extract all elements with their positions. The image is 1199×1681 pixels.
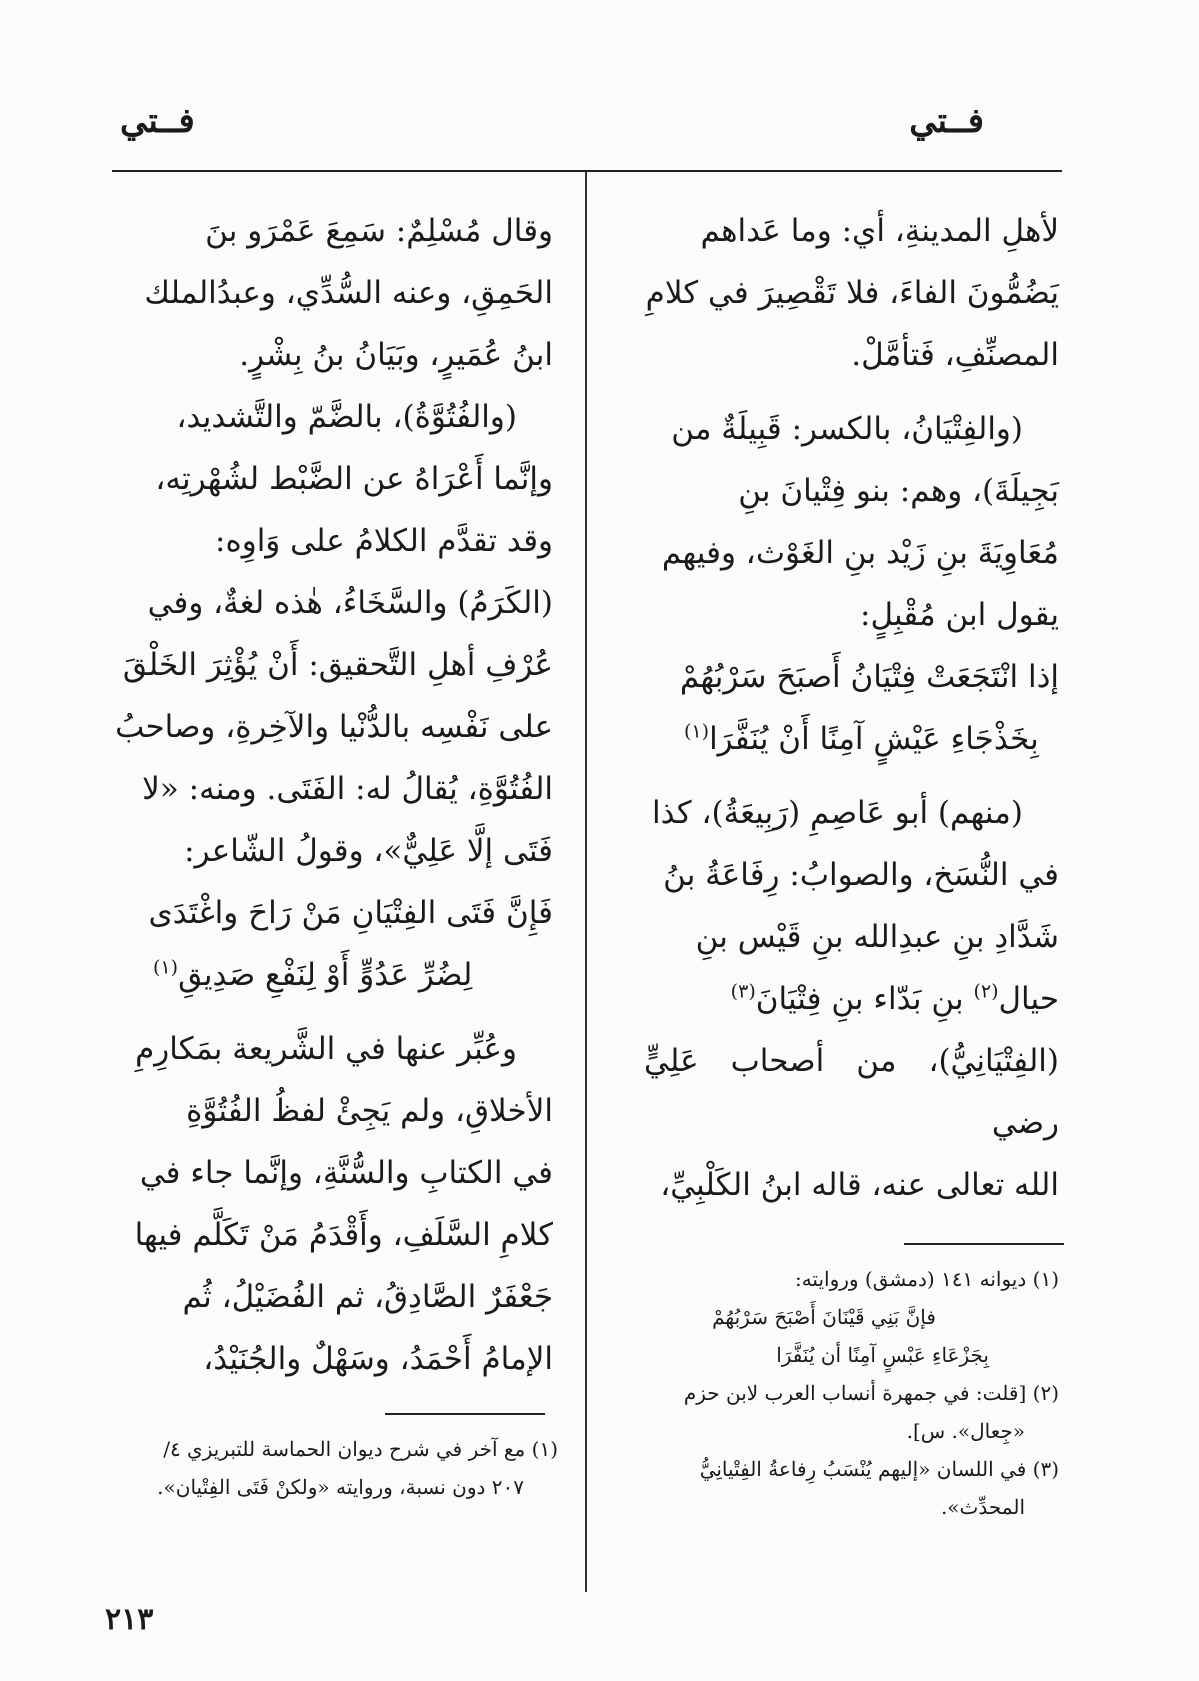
footnote-continuation: ٢٠٧ دون نسبة، وروايته «ولكنْ فَتَى الفِتْيان». [157, 1475, 524, 1499]
footnote-ref: (٢) [973, 980, 999, 1003]
footnote-ref: (٣) [730, 980, 756, 1003]
text-line: يقول ابن مُقْبِلٍ: [860, 597, 1059, 633]
text-line: عُرْفِ أهلِ التَّحقيق: أَنْ يُؤْثِرَ الخَلْقَ [122, 647, 553, 683]
text-line: (والفُتُوَّةُ)، بالضَّمّ والتَّشديد، [176, 399, 517, 435]
footnote-verse: بِجَزْعَاءِ عَبْسٍ آمِنًا أن يُنَفَّرَا [776, 1343, 989, 1367]
text-line: جَعْفَرٌ الصَّادِقُ، ثم الفُضَيْلُ، ثُم [182, 1279, 553, 1315]
text-line: وقال مُسْلِمٌ: سَمِعَ عَمْرَو بنَ [205, 213, 553, 249]
text-line: كلامِ السَّلَفِ، وأَقْدَمُ مَنْ تَكَلَّم فيها [134, 1217, 553, 1253]
text-line [644, 968, 1059, 1030]
footnote: (٣) في اللسان «إليهم يُنْسَبُ رِفاعةُ الفِتْيانِيُّ [699, 1457, 1059, 1481]
header-divider [112, 170, 1062, 172]
verse-hemistich-1: إذا انْتَجَعَتْ فِتْيَانُ أَصبَحَ سَرْبُهُمْ [679, 659, 1059, 695]
text-line: يَضُمُّونَ الفاءَ، فلا تَقْصِيرَ في كلامِ [645, 275, 1059, 311]
text-line: الحَمِقِ، وعنه السُّدِّي، وعبدُالملك [144, 275, 553, 311]
text-line: (الكَرَمُ) والسَّخَاءُ، هٰذه لغةٌ، وفي [147, 585, 553, 621]
verse-text: بِخَذْجَاءِ عَيْشٍ آمِنًا أَنْ يُنَفَّرَا [709, 721, 1039, 757]
footnotes-right [629, 1260, 1059, 1526]
footnote-continuation: المحدِّث». [940, 1495, 1025, 1519]
verse-text: لِضُرِّ عَدُوٍّ أَوْ لِنَفْعِ صَدِيقِ [178, 957, 473, 993]
text-line: الفُتُوَّةِ، يُقالُ له: الفَتَى. ومنه: «لا [142, 771, 553, 807]
verse-hemistich-1: فَإِنَّ فَتَى الفِتْيَانِ مَنْ رَاحَ واغْتَدَى [148, 895, 553, 931]
verse-hemistich-2 [644, 708, 1059, 770]
text-line: (الفِتْيَانِيُّ)، من أصحاب عَلِيٍّ رضي [644, 1043, 1059, 1141]
footnote-rule-right [904, 1243, 1064, 1245]
text-line: الأخلاقِ، ولم يَجِئْ لفظُ الفُتُوَّةِ [186, 1093, 553, 1129]
text-line: مُعَاوِيَةَ بنِ زَيْد بنِ الغَوْث، وفيهم [661, 535, 1059, 571]
footnote-ref: (١) [153, 956, 179, 979]
footnote: (١) ديوانه ١٤١ (دمشق) وروايته: [794, 1267, 1059, 1291]
text-line: في النُّسَخ، والصوابُ: رِفَاعَةُ بنُ [663, 857, 1059, 893]
text-line: لأهلِ المدينةِ، أي: وما عَداهم [700, 213, 1059, 249]
text-line: ابنُ عُمَيرٍ، وبَيَانُ بنُ بِشْرٍ. [239, 337, 553, 373]
running-header-left: فــتي [120, 101, 195, 141]
text-line: الإمامُ أَحْمَدُ، وسَهْلٌ والجُنَيْدُ، [203, 1341, 553, 1377]
text-line: الله تعالى عنه، قاله ابنُ الكَلْبِيِّ، [660, 1167, 1059, 1203]
right-column [644, 200, 1059, 1216]
text-line: المصنِّفِ، فَتأمَّلْ. [851, 337, 1059, 373]
footnote-ref: (١) [684, 720, 710, 743]
text-line: بَجِيلَةَ)، وهم: بنو فِتْيانَ بنِ [738, 473, 1059, 509]
verse-hemistich-2 [113, 944, 553, 1006]
text-line: شَدَّادِ بنِ عبدِالله بنِ قَيْس بنِ [695, 919, 1059, 955]
text-line: على نَفْسِه بالدُّنْيا والآخِرةِ، وصاحبُ [115, 709, 553, 745]
page-number: ٢١٣ [105, 1602, 154, 1637]
text-span: بنِ بَدّاء بنِ فِتْيَانَ [755, 981, 964, 1017]
footnote: (٢) [قلت: في جمهرة أنساب العرب لابن حزم [683, 1381, 1059, 1405]
left-column [113, 200, 553, 1390]
footnotes-left [113, 1430, 558, 1506]
text-line: وقد تقدَّم الكلامُ على وَاوِه: [215, 523, 553, 559]
footnote: (١) مع آخر في شرح ديوان الحماسة للتبريزي ٤/ [163, 1437, 558, 1461]
text-span: حيال [998, 981, 1059, 1017]
text-line: (والفِتْيَانُ، بالكسر: قَبِيلَةٌ من [671, 411, 1023, 447]
text-line: (منهم) أبو عَاصِمِ (رَبِيعَةُ)، كذا [651, 795, 1023, 831]
text-line: وإنَّما أَعْرَاهُ عن الضَّبْط لشُهْرتِه، [155, 461, 553, 497]
footnote-continuation: «جِعال». س]. [906, 1419, 1025, 1443]
running-header-right: فــتي [909, 101, 984, 141]
column-divider [585, 172, 587, 1592]
text-line: وعُبِّر عنها في الشَّريعة بمَكارِمِ [135, 1031, 517, 1067]
text-line: في الكتابِ والسُّنَّةِ، وإنَّما جاء في [139, 1155, 553, 1191]
footnote-rule-left [385, 1413, 545, 1415]
text-line: فَتَى إلَّا عَلِيٌّ»، وقولُ الشّاعر: [184, 833, 553, 869]
footnote-verse: فإنَّ بَنِي قَيْنَانَ أَصْبَحَ سَرْبُهُمْ [712, 1305, 936, 1329]
